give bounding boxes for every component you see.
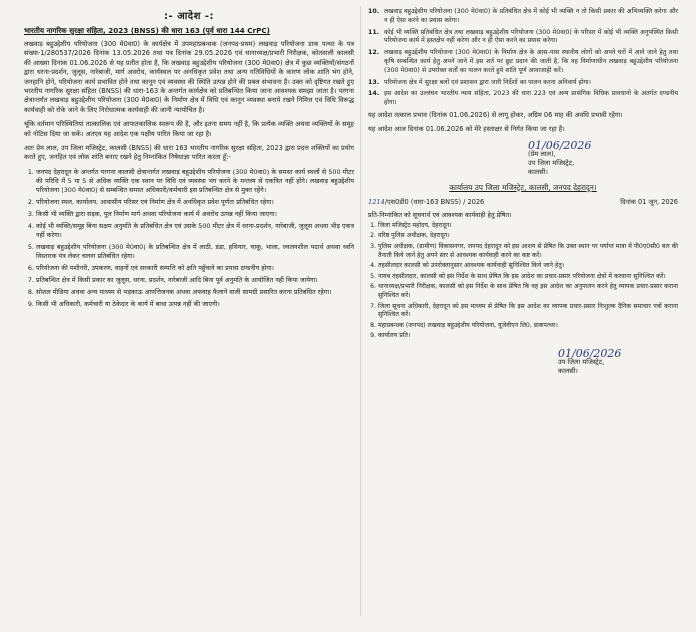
order-item [368, 8, 678, 26]
order-item: 1. जनपद देहरादून के अन्तर्गत परगना कालसी क्षेत्रान्तर्गत लखवाड़ बहुउद्देशीय परियोजना (300 मे0वा0) के समस्त कार्य स्थलों से 500 मीटर की परिधि में 5 या 5 से अधिक व्यक्ति एक स्थान पर विधि एवं व्यवस्था भंग करने के मन्तव्य से एकत्रित नहीं होंगे। लखवाड़ बहुउद्देशीय परियोजना (300 मे0वा0) से सम्बन्धित समस्त अधिकारी/कर्मचारी इस प्रतिबन्धित क्षेत्र से मुक्त रहेंगे। [36, 168, 354, 195]
order-item: 2. परियोजना स्थल, कार्यालय, आवासीय परिसर एवं निर्माण क्षेत्र में अनधिकृत प्रवेश पूर्णतः प्रतिबंधित रहेगा। [36, 198, 354, 207]
right-column [368, 8, 678, 376]
handwritten-signature: 01/06/2026 [528, 138, 592, 152]
item-number: 14. [368, 90, 380, 98]
paragraph-background: लखवाड़ बहुउद्देशीय परियोजना (300 मे0वा0) के कार्यक्षेत्र में उपमहाप्रबन्धक (जनपद-प्रथम) लखवाड़ परियोजना डाक पत्थर के पत्र संख्या-1/280537/2026 दिनांक 13.05.2026 तथा पत्र दिनांक 29.05.2026 एवं थानाध्यक्ष/प्रभारी निरीक्षक, कोतवाली कालसी की आख्या दिनांक 01.06.2026 से यह प्रतीत होता है, कि लखवाड़ बहुउद्देशीय परियोजना (300 मे0वा0) क्षेत्र में कुछ व्यक्तियों/संगठनों द्वारा धरना-प्रदर्शन, जुलूस, नारेबाजी, मार्ग अवरोध, कार्यस्थल पर अनधिकृत प्रवेश तथा अन्य गतिविधियों के कारण लोक शांति भंग होने, जनहानि होने, परियोजना कार्य प्रभावित होने तथा कानून एवं व्यवस्था की स्थिति उत्पन्न होने की प्रबल संभावना है। उक्त को दृष्टिगत रखते हुए भारतीय नागरिक सुरक्षा संहिता (BNSS) की धारा-163 के अन्तर्गत कार्यक्षेत्र को प्रतिबन्धित किया जाना आवश्यक समझा जाता है। परगना क्षेत्रान्तर्गत लखवाड़ बहुउद्देशीय परियोजना (300 मे0वा0) के निर्माण क्षेत्र में विधि एवं कानून व्यवस्था बनाये रखने निमित्त एवं विधि विरूद्ध कार्यवाही को रोके जाने के लिए निरोधात्मक कार्यवाही की जानी न्यायोचित है। [24, 40, 354, 114]
column-divider [360, 6, 361, 616]
section-heading: भारतीय नागरिक सुरक्षा संहिता, 2023 (BNSS) की धारा 163 (पूर्व धारा 144 CrPC) [24, 26, 270, 35]
order-item: 5. लखवाड़ बहुउद्देशीय परियोजना (300 मे0वा0) के प्रतिबन्धित क्षेत्र में लाठी, डंडा, हथियार, चाकू, भाला, ज्वलनशील पदार्थ अथवा ध्वनि विस्तारक यंत्र लेकर चलना प्रतिबंधित रहेगा। [36, 243, 354, 261]
order-item [368, 90, 678, 108]
item-number: 13. [368, 78, 380, 86]
reference-number: 1214/एस0डी0 (धारा-163 BNSS) / 2026 [368, 197, 485, 206]
reference-line [368, 197, 678, 206]
item-text: परियोजना क्षेत्र में सुरक्षा बलों एवं प्रशासन द्वारा जारी निर्देशों का पालन करना अनिवार्य होगा। [384, 78, 591, 86]
order-item [368, 79, 678, 88]
copy-recipient: 5. नायब तहसीलदार, कालसी को इस निर्देश के साथ प्रेषित कि इस आदेश का प्रचार-प्रसार परियोजना क्षेत्रों में करवाना सुनिश्चित करें। [378, 273, 678, 282]
copy-recipient: 9. कार्यालय प्रति। [378, 332, 678, 341]
copy-list [368, 222, 678, 341]
order-item: 9. किसी भी अधिकारी, कर्मचारी या ठेकेदार के कार्य में बाधा उत्पन्न नहीं की जाएगी। [36, 300, 354, 309]
order-item: 4. कोई भी व्यक्ति/समूह बिना सक्षम अनुमति के प्रतिबंधित क्षेत्र एवं उसके 500 मीटर क्षेत्र में धरना-प्रदर्शन, नारेबाजी, जुलूस अथवा भीड़ एकत्र नहीं करेगा। [36, 222, 354, 240]
copy-recipient: 8. महाप्रबन्धक (जनपद) लखवाड़ बहुउद्देशीय परियोजना, यूजेवीएन लि0, डाकपत्थर। [378, 322, 678, 331]
order-item: 7. प्रतिबन्धित क्षेत्र में किसी प्रकार का जुलूस, धरना, प्रदर्शन, नारेबाजी आदि बिना पूर्व अनुमति के आयोजित नहीं किया जायेगा। [36, 276, 354, 285]
order-item: 3. किसी भी व्यक्ति द्वारा सड़क, पुल निर्माण मार्ग अथवा परियोजना कार्य में अवरोध उत्पन्न नहीं किया जाएगा। [36, 210, 354, 219]
copy-recipient: 4. तहसीलदार कालसी को उपरोक्तानुसार आवश्यक कार्यवाही सुनिश्चित किये जाने हेतु। [378, 262, 678, 271]
copy-recipient: 6. थानाध्यक्ष/प्रभारी निरीक्षक, कालसी को इस निर्देश के साथ प्रेषित कि वह इस आदेश का अनुपालन करने हेतु व्यापक प्रचार-प्रसार कराना सुनिश्चित करें। [378, 283, 678, 300]
office-heading: कार्यालय उप जिला मजिस्ट्रेट, कालसी, जनपद देहरादून। [449, 182, 597, 192]
order-list-continued [368, 8, 678, 108]
issue-statement: यह आदेश आज दिनांक 01.06.2026 को मेरे हस्ताक्षर से निर्गत किया जा रहा है। [368, 125, 565, 134]
copy-recipient: 3. पुलिस अधीक्षक, (ग्रामीण) विकासनगर, जनपद देहरादून को इस आशय से प्रेषित कि उक्त स्थान पर पर्याप्त मात्रा में पी0ए0सी0 बल की तैनाती किये जाने हेतु अपने स्तर से आवश्यक कार्यवाही करने का कष्ट करें। [378, 243, 678, 260]
copy-recipient: 7. जिला सूचना अधिकारी, देहरादून को इस माध्यम से प्रेषित कि इस आदेश का व्यापक प्रचार-प्रसार निःशुल्क दैनिक समाचार पत्रों कराना सुनिश्चित करें। [378, 303, 678, 320]
order-list [24, 168, 354, 309]
copy-recipient: 1. जिला मजिस्ट्रेट महोदय, देहरादून। [378, 222, 678, 231]
item-number: 11. [368, 28, 380, 36]
left-column [24, 8, 354, 312]
signatory-place: कालसी। [558, 366, 578, 375]
item-text: इस आदेश का उल्लंघन भारतीय न्याय संहिता, 2023 की धारा 223 एवं अन्य प्रासंगिक विधिक प्रावधानों के अंतर्गत दण्डनीय होगा। [384, 90, 678, 107]
item-text: कोई भी व्यक्ति प्रतिबंधित क्षेत्र तथा लखवाड़ बहुउद्देशीय परियोजना (300 मे0वा0) के परिसर में कोई भी व्यक्ति अनुपस्थित किसी परियोजना कार्य में हस्तक्षेप नहीं करेगा और न ही ऐसा करने का प्रयास करेगा। [384, 28, 678, 45]
signatory-designation: उप जिला मजिस्ट्रेट, [528, 158, 575, 167]
paragraph-urgency: चूंकि वर्तमान परिस्थितियां तात्कालिक एवं आपातकालिक स्वरूप की है, और इतना समय नहीं है, कि प्रत्येक व्यक्ति अथवा व्यक्तियों के समूह को नोटिस दिया जा सकें। अतएव यह आदेश एक पक्षीय पारित किया जा रहा है। [24, 120, 354, 138]
handwritten-signature: 01/06/2026 [558, 346, 622, 360]
order-title: :- आदेश -: [163, 11, 215, 22]
item-text: लखवाड़ बहुउद्देशीय परियोजना (300 मे0वा0) के प्रतिबंधित क्षेत्र में कोई भी व्यक्ति न तो किसी प्रकार की अभिव्यक्ति करेगा और न ही ऐसा करने का प्रयास करेगा। [384, 8, 678, 24]
reference-date: दिनांक 01 जून, 2026 [620, 197, 678, 206]
signatory-name: (प्रेम लाल), [528, 149, 556, 158]
signatory-place: कालसी। [528, 167, 548, 176]
signature-block-1 [528, 138, 678, 177]
handwritten-ref-no: 1214 [368, 197, 385, 206]
signature-block-2 [558, 346, 678, 376]
copy-recipient: 2. वरिष्ठ पुलिस अधीक्षक, देहरादून। [378, 232, 678, 241]
order-item: 6. परियोजना की मशीनरी, उपकरण, वाहनों एवं सरकारी सम्पत्ति को क्षति पहुँचाने का प्रयास दण्डनीय होगा। [36, 264, 354, 273]
signatory-designation: उप जिला मजिस्ट्रेट, [558, 357, 605, 366]
item-number: 12. [368, 49, 380, 57]
copy-intro: प्रति-निम्नांकित को सूचनार्थ एवं आवश्यक कार्यवाही हेतु प्रेषित। [368, 210, 512, 219]
order-item [368, 29, 678, 47]
item-text: लखवाड़ बहुउद्देशीय परियोजना (300 मे0वा0) के निर्माण क्षेत्र के आस-पास स्थानीय लोगों को अपने घरों में आने जाने हेतु तथा कृषि सम्बन्धित कार्य हेतु अपने जाने में इस शर्त पर छूट प्रदान की जाती है, कि वह निर्माणाधीन लखवाड़ बहुउद्देशीय परियोजना (300 मे0वा0) से उपरोक्त शर्तों का पालन करते हुये शांति पूर्ण आवाजाही करें। [384, 49, 678, 74]
order-item: 8. सोशल मीडिया अथवा अन्य माध्यम से भड़काऊ आपत्तिजनक अथवा अफवाह फैलाने वाली सामग्री प्रसारित करना प्रतिबंधित रहेगा। [36, 288, 354, 297]
order-item [368, 49, 678, 75]
effect-statement: यह आदेश तत्काल प्रभाव (दिनांक 01.06.2026) से लागू होकर, अग्रिम 06 माह की अवधि प्रभावी रहेगा। [368, 110, 623, 119]
paragraph-authority: अतः प्रेम लाल, उप जिला मजिस्ट्रेट, कालसी (BNSS) की धारा 163 भारतीय नागरिक सुरक्षा संहिता, 2023 द्वारा प्रदत्त शक्तियों का प्रयोग करते हुए, जनहित एवं लोक शांति बनाए रखने हेतु निम्नांकित निषेधाज्ञा पारित करता हूँ:- [24, 144, 354, 162]
item-number: 10. [368, 8, 380, 15]
